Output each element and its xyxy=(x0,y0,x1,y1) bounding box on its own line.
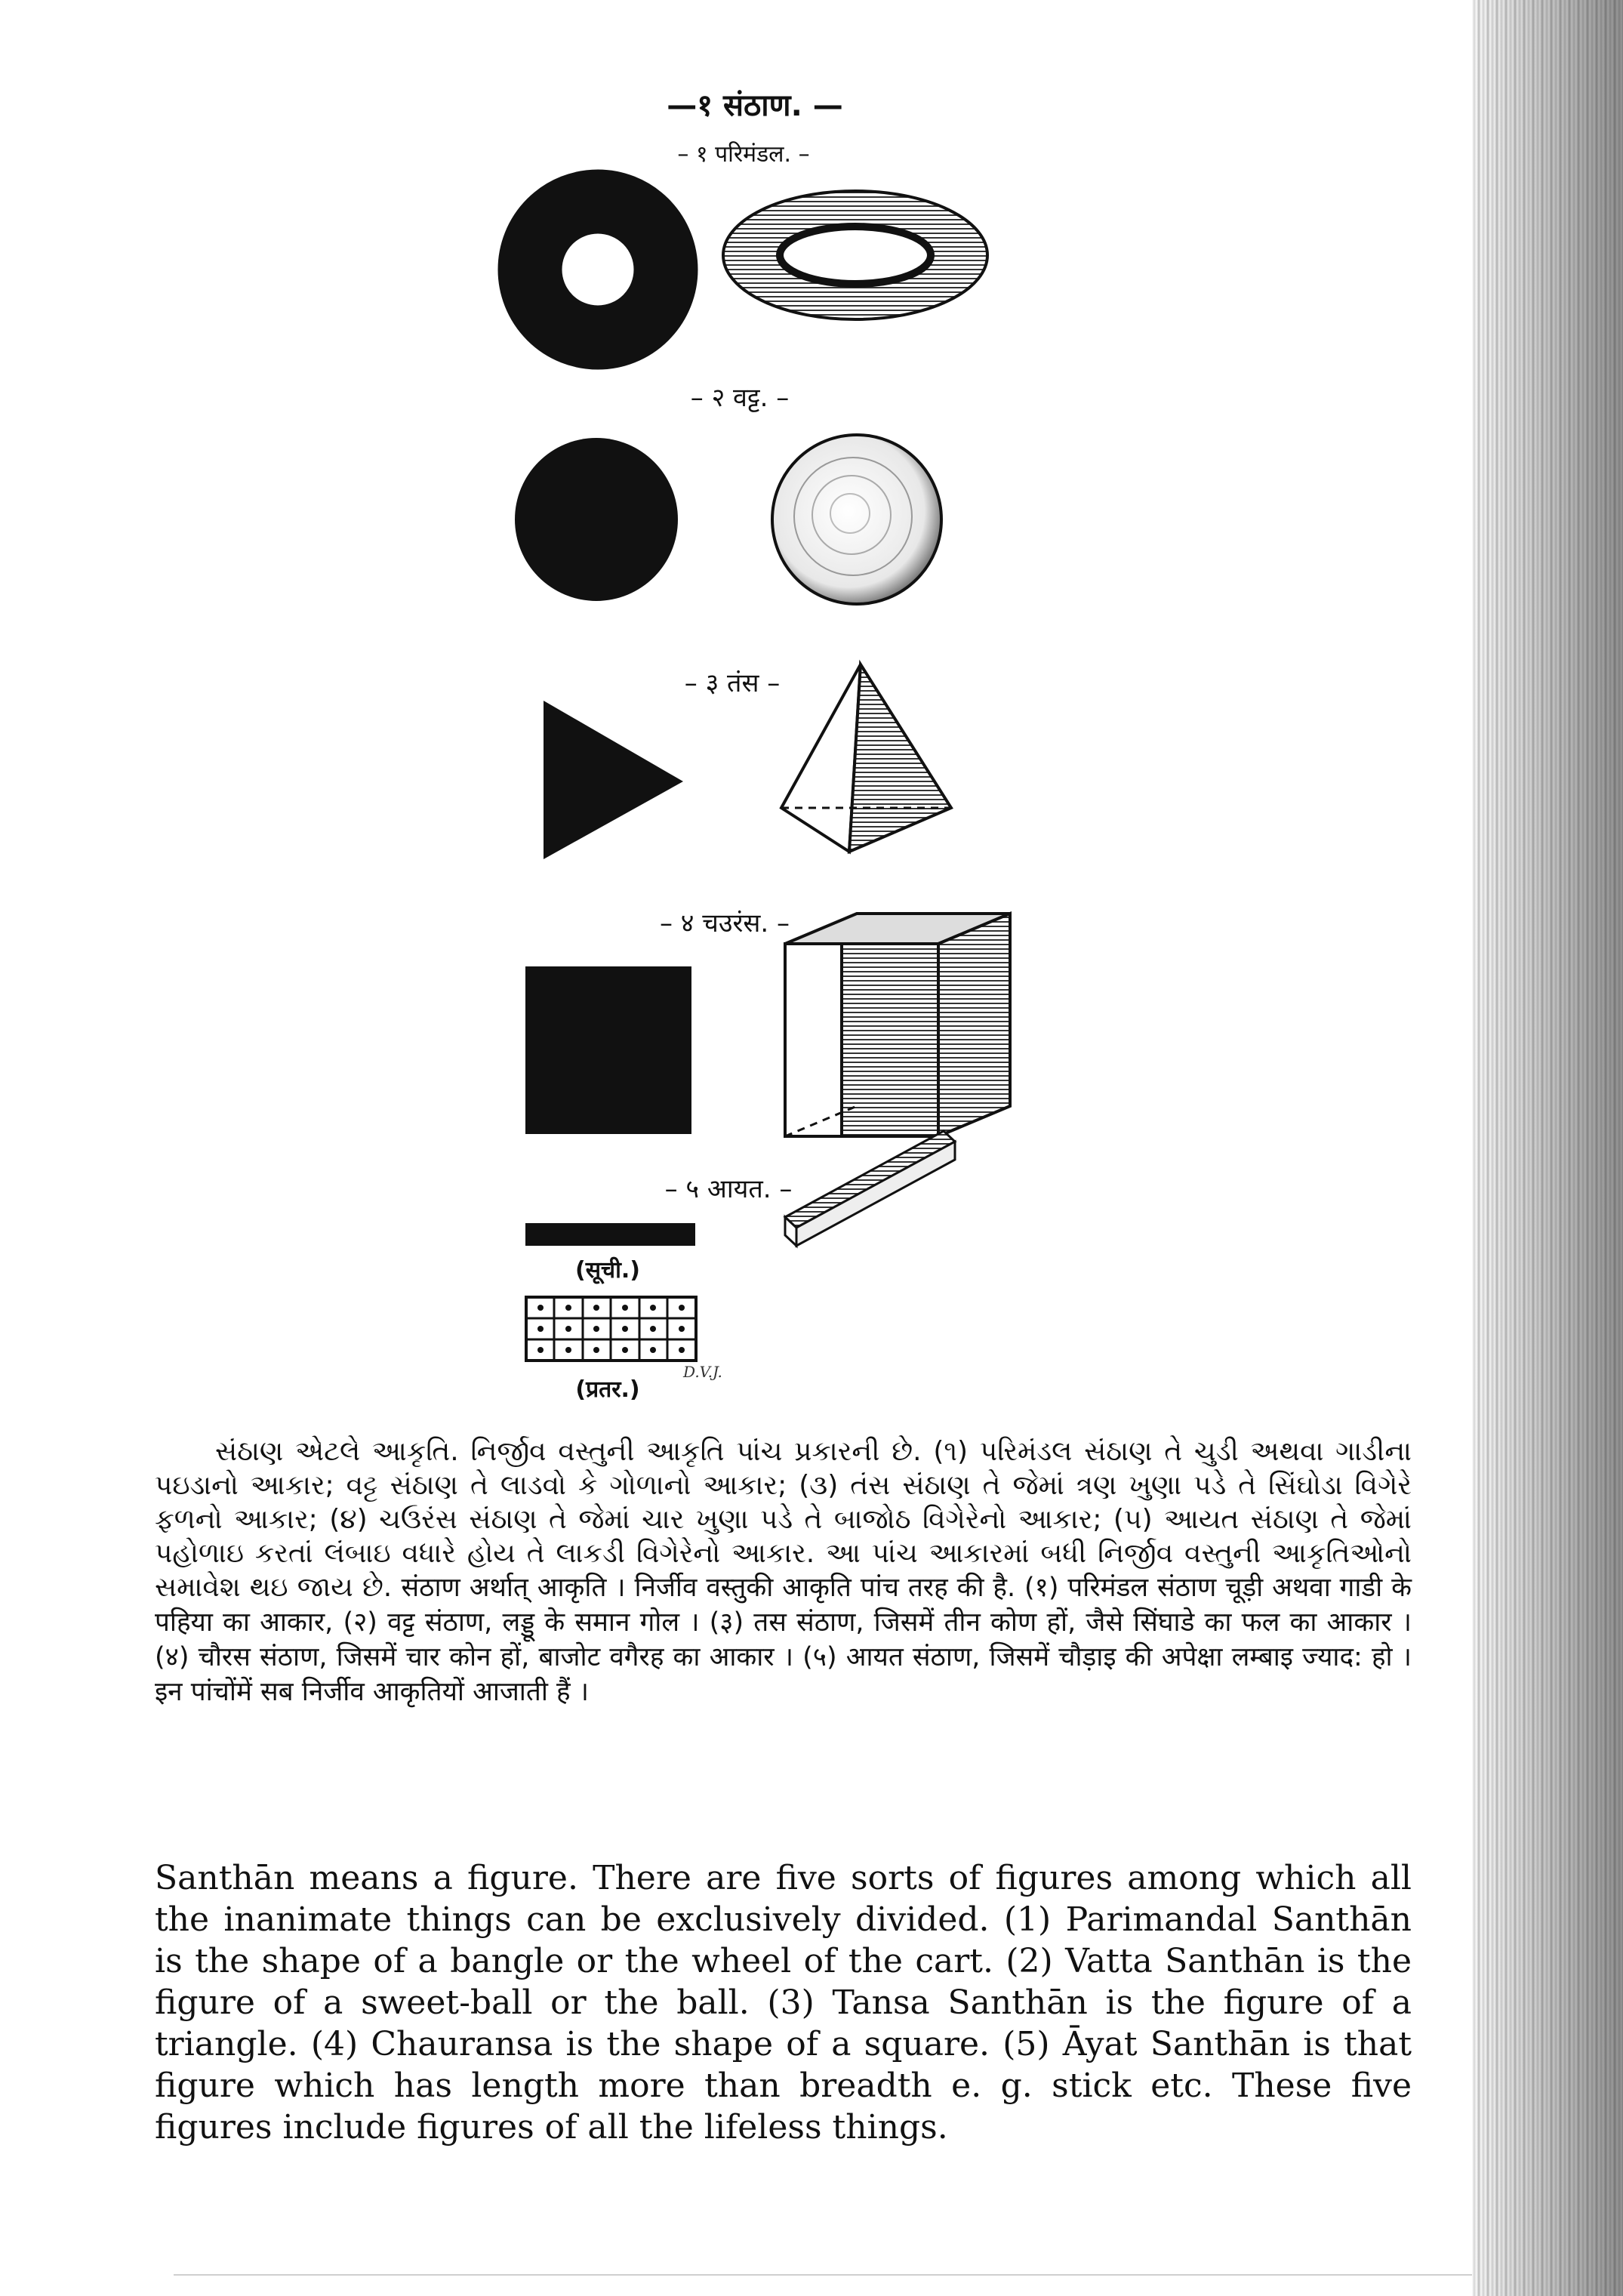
solid-square-figure xyxy=(525,966,691,1134)
illustrator-signature: D.V.J. xyxy=(683,1363,722,1381)
box-figure xyxy=(785,914,1010,1136)
caption-parimandal: – १ परिमंडल. – xyxy=(677,141,810,168)
title-santhan: —१ संठाण. — xyxy=(667,88,843,123)
gujarati-paragraph xyxy=(155,1435,1412,1709)
stick-figure xyxy=(785,1131,955,1246)
caption-pratar: (प्रतर.) xyxy=(575,1376,640,1403)
pyramid-figure xyxy=(781,664,951,852)
caption-tansa: – ३ तंस – xyxy=(684,668,781,698)
gujarati-text: સંઠાણ એટલે આકૃતિ. નિર્જીવ વસ્તુની આકૃતિ પાંચ પ્રકારની છે. (૧) પરિમંડલ સંઠાણ તે ચુડી અથવા ગાડીના પઇડાનો આકાર; વટ્ટ સંઠાણ તે લાડવો કે ગોળાનો આકાર; (૩) તંસ સંઠાણ તે જેમાં ત્રણ ખુણા પડે તે સિંઘોડા વિગેરે ફળનો આકાર; (૪) ચઉરંસ સંઠાણ તે જેમાં ચાર ખુણા પડે તે બાજોઠ વિગેરેનો આકાર; (૫) આયત સંઠાણ તે જેમાં પહોળાઇ કરતાં લંબાઇ વધારે હોય તે લાકડી વિગેરેનો આકાર. આ પાંચ આકારમાં બધી નિર્જીવ વસ્તુની આકૃતિઓનો સમાવેશ થઇ જાય છે. xyxy=(155,1436,1412,1603)
solid-triangle-figure xyxy=(544,701,683,859)
solid-bar-figure xyxy=(525,1223,695,1246)
solid-disc-figure xyxy=(515,438,678,601)
cart-wheel-figure xyxy=(723,191,987,319)
caption-vatta: – २ वट्ट. – xyxy=(690,383,790,413)
caption-ayat: – ५ आयत. – xyxy=(664,1174,793,1204)
bangle-ring-figure xyxy=(530,202,666,337)
caption-chauransa: – ४ चउरंस. – xyxy=(659,908,790,938)
caption-suchi: (सूची.) xyxy=(575,1257,640,1284)
bottom-rule xyxy=(174,2274,1472,2276)
english-paragraph: Santhān means a figure. There are five sorts of figures among which all the inanimate things can be exclusively divided. (1) Parimandal Santhān is the shape of a bangle or the wheel of the cart. (2) Vatta Santhān is the figure of a sweet-ball or the ball. (3) Tansa Santhān is the figure of a triangle. (4) Chauransa is the shape of a square. (5) Āyat Santhān is that figure which has length more than breadth e. g. stick etc. These five figures include figures of all the lifeless things. xyxy=(155,1859,1412,2147)
hindi-text: संठाण अर्थात् आकृति । निर्जीव वस्तुकी आकृति पांच तरह की है. (१) परिमंडल संठाण चूड़ी अथवा गाडी के पहिया का आकार, (२) वट्ट संठाण, लड्डू के समान गोल । (३) तस संठाण, जिसमें तीन कोण हों, जैसे सिंघाडे का फल का आकार । (४) चौरस संठाण, जिसमें चार कोन हों, बाजोट वगैरह का आकार । (५) आयत संठाण, जिसमें चौड़ाइ की अपेक्षा लम्बाइ ज्याद: हो । इन पांचोंमें सब निर्जीव आकृतियों आजाती हैं । xyxy=(155,1573,1412,1707)
pratar-grid-figure xyxy=(526,1297,696,1361)
sphere-figure xyxy=(772,435,941,604)
